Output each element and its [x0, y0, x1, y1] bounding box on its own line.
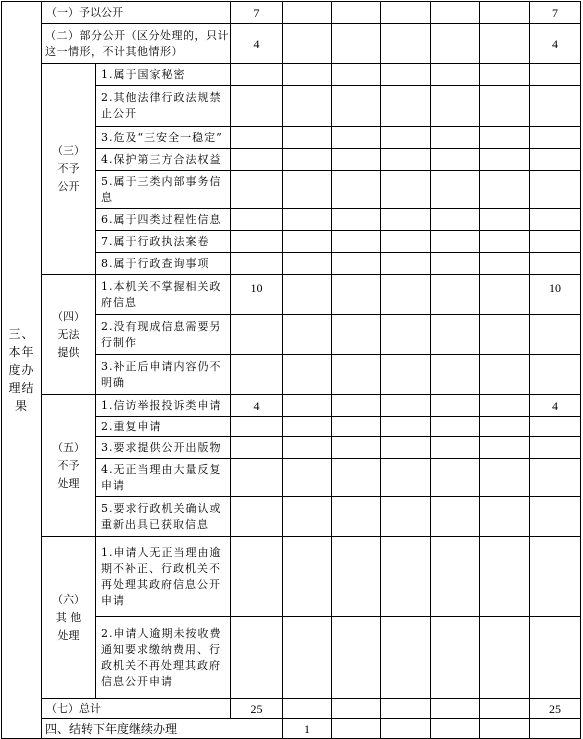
withhold-item: 2.其他法律行政法规禁止公开 [96, 86, 231, 127]
withhold-item: 8.属于行政查询事项 [96, 253, 231, 275]
withhold-group-label: （三） 不予 公开 [42, 64, 96, 275]
noprocess-item: 2.重复申请 [96, 417, 231, 437]
carry-over-label: 四、结转下年度继续办理 [42, 719, 283, 739]
noprocess-item: 4.无正当理由大量反复申请 [96, 459, 231, 497]
withhold-item: 5.属于三类内部事务信息 [96, 171, 231, 209]
noprocess-item: 5.要求行政机关确认或重新出具已获取信息 [96, 497, 231, 537]
grant-label: （一）予以公开 [42, 2, 231, 24]
other-group-label: （六） 其 他 处理 [42, 537, 96, 699]
row-grant [2, 2, 581, 24]
results-table [1, 1, 581, 739]
unable-item: 1.本机关不掌握相关政府信息 [96, 275, 231, 315]
unable-total: 10 [530, 275, 581, 315]
noprocess-item: 1.信访举报投诉类申请 [96, 395, 231, 417]
row-partial [2, 24, 581, 64]
unable-item: 2.没有现成信息需要另行制作 [96, 315, 231, 355]
sum-count: 25 [231, 699, 283, 719]
row-carry-over [2, 719, 581, 739]
other-item: 2.申请人逾期未按收费通知要求缴纳费用、行政机关不再处理其政府信息公开申请 [96, 617, 231, 699]
carry-over-count: 1 [283, 719, 332, 739]
partial-total: 4 [530, 24, 581, 64]
withhold-item: 3.危及“三安全一稳定” [96, 127, 231, 149]
partial-count: 4 [231, 24, 283, 64]
withhold-item: 4.保护第三方合法权益 [96, 149, 231, 171]
sum-label: （七）总计 [42, 699, 231, 719]
unable-count: 10 [231, 275, 283, 315]
other-item: 1.申请人无正当理由逾期不补正、行政机关不再处理其政府信息公开申请 [96, 537, 231, 617]
noprocess-item: 3.要求提供公开出版物 [96, 437, 231, 459]
noprocess-total: 4 [530, 395, 581, 417]
grant-count: 7 [231, 2, 283, 24]
grant-total: 7 [530, 2, 581, 24]
noprocess-count: 4 [231, 395, 283, 417]
noprocess-group-label: （五） 不予 处理 [42, 395, 96, 537]
row-other-1 [2, 537, 581, 617]
withhold-item: 6.属于四类过程性信息 [96, 209, 231, 231]
sum-total: 25 [530, 699, 581, 719]
unable-item: 3.补正后申请内容仍不明确 [96, 355, 231, 395]
partial-label: （二）部分公开（区分处理的，只计这一情形，不计其他情形） [42, 24, 231, 64]
row-sum [2, 699, 581, 719]
withhold-item: 7.属于行政执法案卷 [96, 231, 231, 253]
withhold-item: 1.属于国家秘密 [96, 64, 231, 86]
row-withhold-1 [2, 64, 581, 86]
section-three-label: 三、 本年 度办 理结 果 [2, 2, 42, 739]
row-noprocess-1 [2, 395, 581, 417]
unable-group-label: （四） 无法 提供 [42, 275, 96, 395]
row-unable-1 [2, 275, 581, 315]
